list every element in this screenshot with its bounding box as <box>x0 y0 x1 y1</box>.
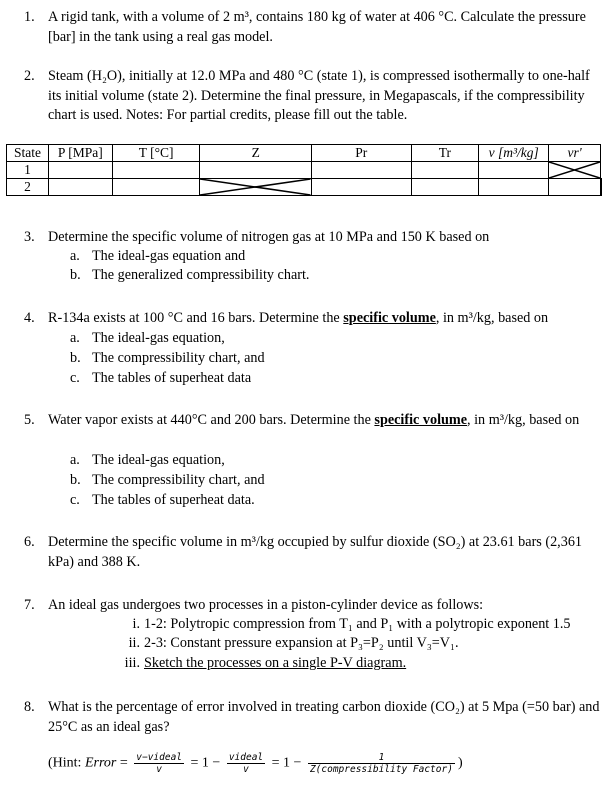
question-8-number: 8. <box>24 699 35 715</box>
question-3 <box>24 228 605 248</box>
table-cell[interactable] <box>112 179 200 196</box>
specific-volume-emphasis: specific volume <box>374 412 468 428</box>
question-5 <box>24 411 605 431</box>
col-header-pr: Pr <box>311 145 411 162</box>
table-cell[interactable] <box>311 179 411 196</box>
table-header-row <box>7 145 602 162</box>
question-5-number: 5. <box>24 412 35 428</box>
col-header-z: Z <box>200 145 312 162</box>
state-table <box>6 144 602 196</box>
col-header-state: State <box>7 145 49 162</box>
table-cell[interactable] <box>411 162 479 179</box>
crossed-cell <box>549 162 601 179</box>
question-3-part-b: b. The generalized compressibility chart. <box>70 267 310 283</box>
question-5-part-a: a. The ideal-gas equation, <box>70 452 225 468</box>
table-cell[interactable] <box>549 179 601 196</box>
state-1-label: 1 <box>7 162 49 179</box>
fraction: $\frac{1}{\text{Z(compressibility Factor)}}$ <box>309 752 453 775</box>
question-7-item-ii: ii. 2-3: Constant pressure expansion at P₃=P₂ until V₃=V₁. <box>128 635 459 651</box>
col-header-tr: Tr <box>411 145 479 162</box>
question-8-text: What is the percentage of error involved in treating carbon dioxide (CO₂) at 5 Mpa (=50 bar) and 25°C as an ideal gas? <box>48 699 600 735</box>
question-5-part-b: b. The compressibility chart, and <box>70 472 265 488</box>
question-6 <box>24 533 605 572</box>
question-6-text: Determine the specific volume in m³/kg occupied by sulfur dioxide (SO₂) at 23.61 bars (2,361 kPa) and 388 K. <box>48 534 583 570</box>
table-cell[interactable] <box>601 179 602 196</box>
question-1 <box>24 8 605 47</box>
specific-volume-emphasis: specific volume <box>343 310 436 326</box>
table-cell[interactable] <box>48 179 112 196</box>
table-cell[interactable] <box>311 162 411 179</box>
question-2-text: Steam (H₂O), initially at 12.0 MPa and 480 °C (state 1), is compressed isothermally to one-half its initial volume (state 2). Determine the final pressure, in Megapascals, if the compressibility chart is used. Notes: For partial credits, please fill out the table. <box>48 68 590 123</box>
table-row <box>7 179 602 196</box>
table-row <box>7 162 602 179</box>
crossed-cell <box>200 179 312 196</box>
question-3-number: 3. <box>24 229 35 245</box>
col-header-pressure: P [MPa] <box>48 145 112 162</box>
question-3-text: Determine the specific volume of nitrogen gas at 10 MPa and 150 K based on <box>48 229 490 245</box>
hint-formula: (Hint: Error = $\frac{\text{v−videal}}{v}$ = 1 − $\frac{\text{videal}}{v}$ = 1 − $\frac{1}{\text{Z(compressibility Factor)}}$ ) <box>48 752 463 775</box>
sketch-instruction: Sketch the processes on a single P-V diagram. <box>144 655 407 671</box>
question-4-part-c: c. The tables of superheat data <box>70 370 252 386</box>
col-header-specific-volume: v [m³/kg] <box>479 145 549 162</box>
table-cell[interactable] <box>48 162 112 179</box>
question-4 <box>24 309 605 329</box>
question-1-text: A rigid tank, with a volume of 2 m³, contains 180 kg of water at 406 °C. Calculate the pressure [bar] in the tank using a real gas model. <box>48 9 586 45</box>
state-2-label: 2 <box>7 179 49 196</box>
question-4-text: R-134a exists at 100 °C and 16 bars. Determine the specific volume, in m³/kg, based on <box>48 310 549 326</box>
question-6-number: 6. <box>24 534 35 550</box>
table-cell[interactable] <box>479 179 549 196</box>
table-cell[interactable] <box>200 162 312 179</box>
question-1-number: 1. <box>24 9 35 25</box>
table-cell[interactable] <box>479 162 549 179</box>
fraction: $\frac{\text{videal}}{v}$ <box>228 752 264 775</box>
question-7-number: 7. <box>24 597 35 613</box>
question-7-item-iii: iii. Sketch the processes on a single P-V diagram. <box>124 655 407 671</box>
table-cell[interactable] <box>411 179 479 196</box>
question-3-part-a: a. The ideal-gas equation and <box>70 248 246 264</box>
question-4-number: 4. <box>24 310 35 326</box>
question-7 <box>24 596 605 616</box>
question-5-text: Water vapor exists at 440°C and 200 bars. Determine the specific volume, in m³/kg, based on <box>48 412 580 428</box>
col-header-temperature: T [°C] <box>112 145 200 162</box>
question-2 <box>24 67 605 126</box>
question-4-part-b: b. The compressibility chart, and <box>70 350 265 366</box>
col-header-vr: vr' <box>549 145 601 162</box>
question-4-part-a: a. The ideal-gas equation, <box>70 330 225 346</box>
question-2-number: 2. <box>24 68 35 84</box>
question-8 <box>24 698 605 737</box>
fraction: $\frac{\text{v−videal}}{v}$ <box>136 752 183 775</box>
question-7-item-i: i. 1-2: Polytropic compression from T₁ and P₁ with a polytropic exponent 1.5 <box>132 616 571 632</box>
table-cell[interactable] <box>112 162 200 179</box>
question-7-text: An ideal gas undergoes two processes in a piston-cylinder device as follows: <box>48 597 484 613</box>
question-5-part-c: c. The tables of superheat data. <box>70 492 255 508</box>
